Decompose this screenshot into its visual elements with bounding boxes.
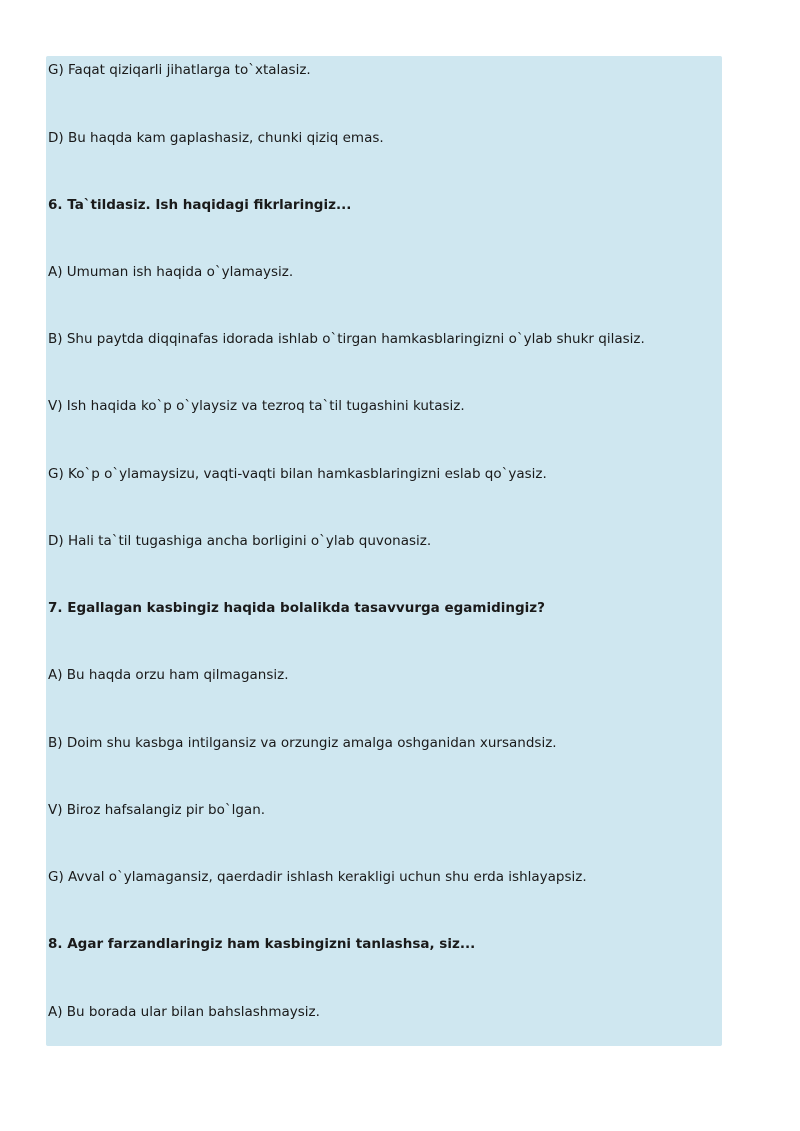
question-7-heading: 7. Egallagan kasbingiz haqida bolalikda tasavvurga egamidingiz? [48, 600, 545, 616]
answer-option: G) Ko`p o`ylamaysizu, vaqti-vaqti bilan hamkasblaringizni eslab qo`yasiz. [48, 466, 547, 482]
answer-option: A) Bu haqda orzu ham qilmagansiz. [48, 667, 289, 683]
answer-option: A) Bu borada ular bilan bahslashmaysiz. [48, 1004, 320, 1020]
answer-option: B) Shu paytda diqqinafas idorada ishlab o`tirgan hamkasblaringizni o`ylab shukr qilasiz. [48, 331, 645, 347]
answer-option: A) Umuman ish haqida o`ylamaysiz. [48, 264, 294, 280]
answer-option: V) Ish haqida ko`p o`ylaysiz va tezroq ta`til tugashini kutasiz. [48, 398, 465, 414]
question-6-heading: 6. Ta`tildasiz. Ish haqidagi fikrlaringiz... [48, 197, 352, 213]
answer-option: V) Biroz hafsalangiz pir bo`lgan. [48, 802, 266, 818]
answer-option: G) Avval o`ylamagansiz, qaerdadir ishlash kerakligi uchun shu erda ishlayapsiz. [48, 869, 587, 885]
question-8-heading: 8. Agar farzandlaringiz ham kasbingizni tanlashsa, siz... [48, 936, 476, 952]
answer-option: G) Faqat qiziqarli jihatlarga to`xtalasiz. [48, 62, 311, 78]
answer-option: B) Doim shu kasbga intilgansiz va orzungiz amalga oshganidan xursandsiz. [48, 735, 557, 751]
answer-option: D) Hali ta`til tugashiga ancha borligini o`ylab quvonasiz. [48, 533, 432, 549]
answer-option: D) Bu haqda kam gaplashasiz, chunki qiziq emas. [48, 130, 384, 146]
